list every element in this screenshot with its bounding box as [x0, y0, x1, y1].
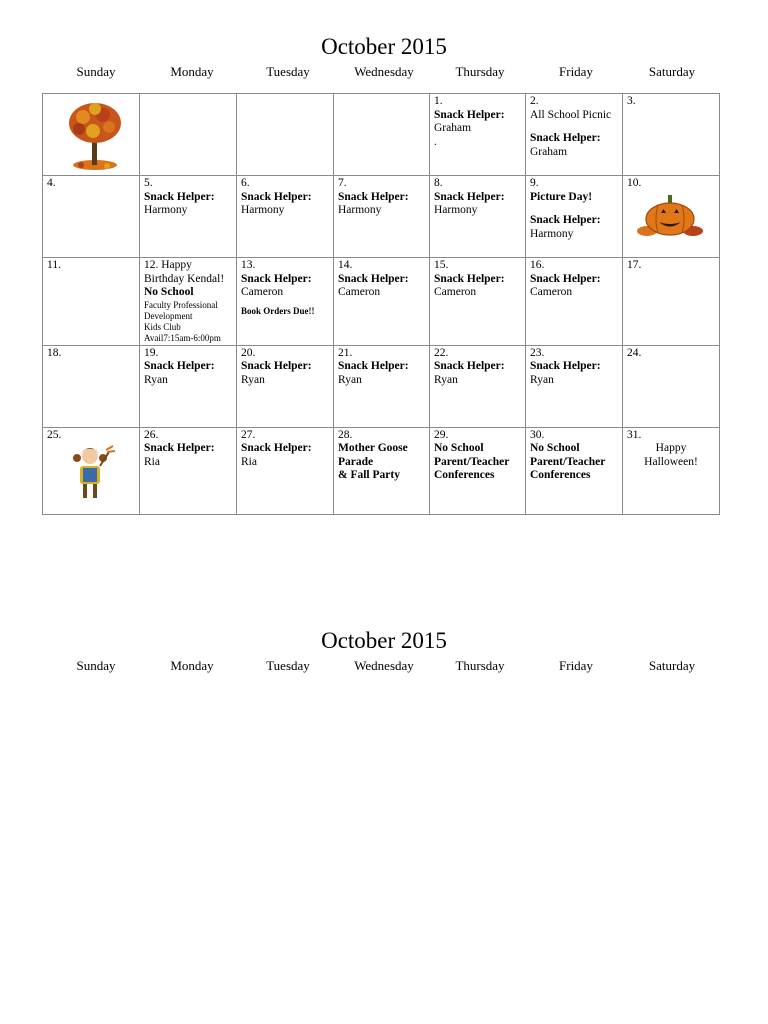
snack-helper-name: Ryan	[530, 373, 554, 386]
day-event: Conferences	[530, 469, 591, 481]
day-event: Conferences	[434, 469, 495, 481]
day-cell	[140, 427, 237, 514]
snack-helper-label: Snack Helper:	[530, 272, 601, 285]
day-number: 11.	[47, 259, 61, 271]
weekday-label: Saturday	[648, 658, 696, 673]
day-cell	[140, 258, 237, 346]
day-cell-empty	[43, 94, 140, 176]
weekday-label: Thursday	[455, 64, 505, 79]
day-cell	[623, 176, 720, 258]
day-cell	[430, 258, 526, 346]
day-cell	[140, 345, 237, 427]
day-cell	[430, 345, 526, 427]
day-event: All School Picnic	[530, 108, 612, 121]
snack-helper-label: Snack Helper:	[144, 360, 215, 372]
snack-helper-name: Ryan	[338, 373, 362, 386]
day-event: Mother Goose	[338, 442, 408, 454]
calendar-week-row	[43, 94, 720, 176]
snack-helper-name: Ryan	[241, 373, 265, 386]
day-number: 19.	[144, 346, 159, 359]
day-number: 1.	[434, 95, 443, 107]
snack-helper-label: Snack Helper:	[530, 360, 601, 372]
day-number: 10.	[627, 177, 642, 189]
weekday-label: Friday	[559, 64, 593, 79]
day-cell	[430, 176, 526, 258]
weekday-label: Wednesday	[354, 64, 414, 79]
snack-helper-label: Snack Helper:	[144, 442, 215, 454]
weekday-label: Tuesday	[266, 64, 310, 79]
weekday-label: Monday	[170, 64, 214, 79]
weekday-label: Sunday	[76, 64, 116, 79]
day-cell	[237, 176, 334, 258]
weekday-label: Monday	[170, 658, 214, 673]
day-number: 25.	[47, 428, 62, 441]
day-number: 28.	[338, 428, 353, 441]
snack-helper-label: Snack Helper:	[434, 272, 505, 285]
calendar-week-row	[43, 258, 720, 346]
calendar-title: October 2015	[321, 628, 447, 653]
day-number: 16.	[530, 259, 545, 271]
day-note: Halloween!	[644, 455, 698, 468]
day-number: 14.	[338, 259, 353, 271]
day-number: 20.	[241, 346, 256, 359]
day-number: 30.	[530, 428, 545, 441]
snack-helper-name: Cameron	[241, 286, 284, 298]
weekday-label: Wednesday	[354, 658, 414, 673]
day-cell	[43, 258, 140, 346]
weekday-header-row	[48, 64, 720, 80]
day-number: 24.	[627, 346, 642, 359]
day-cell	[623, 345, 720, 427]
calendar-title: October 2015	[321, 34, 447, 59]
calendar-grid	[42, 93, 720, 515]
day-cell	[43, 345, 140, 427]
day-cell	[623, 94, 720, 176]
day-cell-empty	[140, 94, 237, 176]
weekday-label: Thursday	[455, 658, 505, 673]
snack-helper-name: Harmony	[338, 204, 382, 216]
day-cell	[526, 176, 623, 258]
no-school-label: No School	[144, 286, 194, 298]
day-number: 9.	[530, 177, 539, 189]
day-note: .	[434, 135, 437, 148]
day-event: Picture Day!	[530, 190, 593, 203]
weekday-label: Friday	[559, 658, 593, 673]
day-number: 27.	[241, 428, 256, 441]
day-number: 8.	[434, 177, 443, 189]
day-cell	[526, 94, 623, 176]
day-cell	[623, 427, 720, 514]
day-number: 26.	[144, 428, 159, 441]
snack-helper-name: Harmony	[530, 227, 574, 240]
snack-helper-label: Snack Helper:	[530, 132, 601, 144]
snack-helper-name: Cameron	[434, 286, 477, 298]
snack-helper-name: Graham	[530, 145, 568, 158]
calendar-week-row	[43, 176, 720, 258]
autumn-tree-icon	[47, 95, 133, 173]
calendar-week-row	[43, 345, 720, 427]
day-number: 6.	[241, 177, 250, 189]
day-note: Avail7:15am-6:00pm	[144, 332, 221, 343]
day-number: 31.	[627, 428, 642, 441]
snack-helper-name: Ryan	[144, 373, 168, 386]
day-event: Parade	[338, 455, 374, 468]
snack-helper-label: Snack Helper:	[144, 190, 215, 203]
snack-helper-name: Harmony	[241, 204, 285, 216]
day-cell-empty	[237, 94, 334, 176]
day-cell	[237, 427, 334, 514]
no-school-label: No School	[434, 442, 484, 454]
snack-helper-name: Graham	[434, 122, 472, 134]
day-cell	[140, 176, 237, 258]
day-cell	[237, 258, 334, 346]
weekday-label: Saturday	[648, 64, 696, 79]
day-note: Happy	[655, 442, 687, 454]
no-school-label: No School	[530, 442, 580, 454]
day-number: 2.	[530, 95, 539, 107]
day-event: 12. Happy Birthday Kendal!	[144, 259, 225, 285]
snack-helper-label: Snack Helper:	[530, 214, 601, 226]
snack-helper-name: Harmony	[144, 204, 188, 216]
snack-helper-label: Snack Helper:	[241, 442, 312, 454]
day-event: & Fall Party	[338, 469, 400, 481]
snack-helper-label: Snack Helper:	[434, 190, 505, 203]
day-cell	[526, 427, 623, 514]
snack-helper-label: Snack Helper:	[241, 360, 312, 372]
day-number: 22.	[434, 346, 449, 359]
day-number: 17.	[627, 259, 642, 271]
day-event: Parent/Teacher	[530, 455, 606, 468]
day-number: 15.	[434, 259, 449, 271]
day-number: 23.	[530, 346, 545, 359]
snack-helper-name: Cameron	[338, 286, 381, 298]
day-number: 13.	[241, 259, 256, 271]
pumpkin-icon	[627, 191, 713, 239]
day-cell	[334, 427, 430, 514]
day-number: 5.	[144, 177, 153, 189]
weekday-label: Tuesday	[266, 658, 310, 673]
day-cell	[237, 345, 334, 427]
day-cell	[334, 345, 430, 427]
child-scarecrow-icon	[47, 442, 133, 500]
day-note: Book Orders Due!!	[241, 305, 315, 316]
day-number: 7.	[338, 177, 347, 189]
snack-helper-label: Snack Helper:	[338, 190, 409, 203]
day-cell	[430, 427, 526, 514]
day-cell	[526, 258, 623, 346]
day-number: 18.	[47, 346, 62, 359]
day-cell	[43, 427, 140, 514]
day-number: 3.	[627, 95, 636, 107]
day-cell	[334, 176, 430, 258]
snack-helper-label: Snack Helper:	[434, 360, 505, 372]
snack-helper-name: Cameron	[530, 286, 573, 298]
weekday-label: Sunday	[76, 658, 116, 673]
day-cell	[526, 345, 623, 427]
day-number: 4.	[47, 177, 56, 189]
snack-helper-name: Harmony	[434, 204, 478, 216]
day-note: Faculty Professional Development	[144, 299, 218, 321]
snack-helper-label: Snack Helper:	[338, 360, 409, 372]
day-cell	[623, 258, 720, 346]
snack-helper-name: Ryan	[434, 373, 458, 386]
snack-helper-name: Ria	[144, 455, 160, 468]
day-number: 29.	[434, 428, 449, 441]
snack-helper-label: Snack Helper:	[241, 272, 312, 285]
snack-helper-label: Snack Helper:	[338, 272, 409, 285]
day-event: Parent/Teacher	[434, 455, 510, 468]
calendar-week-row	[43, 427, 720, 514]
day-note: Kids Club	[144, 321, 181, 332]
day-cell	[430, 94, 526, 176]
snack-helper-label: Snack Helper:	[241, 190, 312, 203]
day-cell	[43, 176, 140, 258]
snack-helper-label: Snack Helper:	[434, 108, 505, 121]
day-cell	[334, 258, 430, 346]
weekday-header-row	[48, 658, 720, 674]
day-number: 21.	[338, 346, 353, 359]
snack-helper-name: Ria	[241, 455, 257, 468]
day-cell-empty	[334, 94, 430, 176]
